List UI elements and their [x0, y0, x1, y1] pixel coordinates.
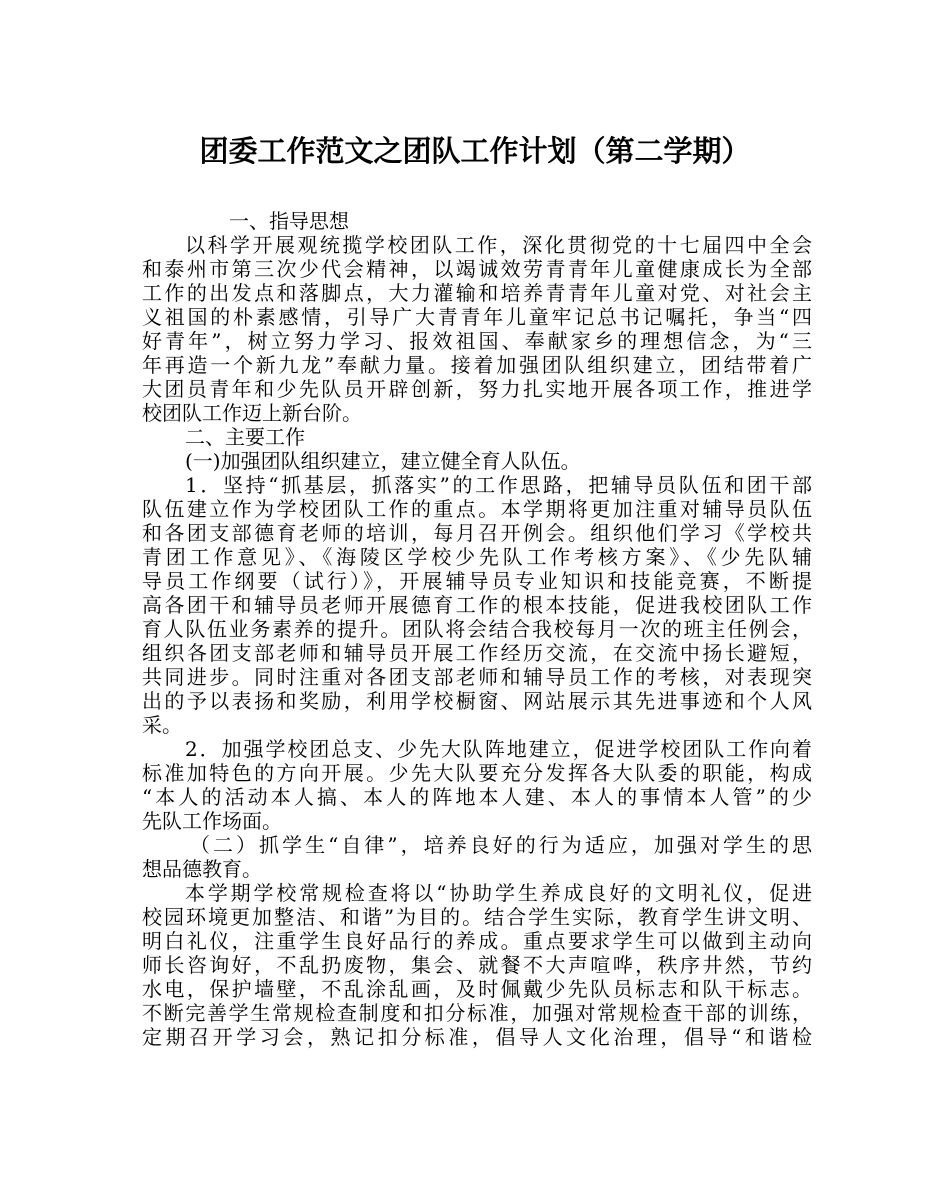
text-line: 队伍建立作为学校团队工作的重点。本学期将更加注重对辅导员队伍 [142, 497, 812, 521]
text-line: 好青年”，树立努力学习、报效祖国、奉献家乡的理想信念，为“三 [142, 329, 812, 353]
text-line: 导员工作纲要（试行）》，开展辅导员专业知识和技能竞赛，不断提 [142, 569, 812, 593]
text-line: 青团工作意见》、《海陵区学校少先队工作考核方案》、《少先队辅 [142, 545, 812, 569]
section-heading: 二、主要工作 [185, 425, 305, 449]
document-body [142, 209, 812, 1049]
subsection-heading: （二）抓学生“自律”，培养良好的行为适应，加强对学生的思 [190, 833, 812, 857]
text-line: 出的予以表扬和奖励，利用学校橱窗、网站展示其先进事迹和个人风 [142, 689, 812, 713]
subsection-heading: (一)加强团队组织建立，建立健全育人队伍。 [185, 449, 581, 473]
text-line: 育人队伍业务素养的提升。团队将会结合我校每月一次的班主任例会， [142, 617, 812, 641]
text-line: 年再造一个新九龙”奉献力量。接着加强团队组织建立，团结带着广 [142, 353, 812, 377]
text-line: 2．加强学校团总支、少先大队阵地建立，促进学校团队工作向着 [185, 737, 812, 761]
text-line: 先队工作场面。 [142, 809, 282, 833]
text-line: 组织各团支部老师和辅导员开展工作经历交流，在交流中扬长避短， [142, 641, 812, 665]
text-line: 和泰州市第三次少代会精神，以竭诚效劳青青年儿童健康成长为全部 [142, 257, 812, 281]
text-line: “本人的活动本人搞、本人的阵地本人建、本人的事情本人管”的少 [142, 785, 812, 809]
text-line: 校园环境更加整洁、和谐”为目的。结合学生实际，教育学生讲文明、 [142, 905, 812, 929]
text-line: 1．坚持“抓基层，抓落实”的工作思路，把辅导员队伍和团干部 [185, 473, 812, 497]
text-line: 不断完善学生常规检查制度和扣分标准，加强对常规检查干部的训练， [142, 1001, 812, 1025]
text-line: 共同进步。同时注重对各团支部老师和辅导员工作的考核，对表现突 [142, 665, 812, 689]
text-line: 工作的出发点和落脚点，大力灌输和培养青青年儿童对党、对社会主 [142, 281, 812, 305]
section-heading: 一、指导思想 [229, 209, 349, 233]
document-title: 团委工作范文之团队工作计划（第二学期） [199, 134, 751, 168]
text-line: 大团员青年和少先队员开辟创新，努力扎实地开展各项工作，推进学 [142, 377, 812, 401]
text-line: 本学期学校常规检查将以“协助学生养成良好的文明礼仪，促进 [185, 881, 812, 905]
subsection-heading: 想品德教育。 [142, 857, 262, 881]
text-line: 标准加特色的方向开展。少先大队要充分发挥各大队委的职能，构成 [142, 761, 812, 785]
text-line: 义祖国的朴素感情，引导广大青青年儿童牢记总书记嘱托，争当“四 [142, 305, 812, 329]
text-line: 师长咨询好，不乱扔废物，集会、就餐不大声喧哗，秩序井然，节约 [142, 953, 812, 977]
text-line: 采。 [142, 713, 182, 737]
text-line: 明白礼仪，注重学生良好品行的养成。重点要求学生可以做到主动向 [142, 929, 812, 953]
text-line: 校团队工作迈上新台阶。 [142, 401, 362, 425]
text-line: 以科学开展观统揽学校团队工作，深化贯彻党的十七届四中全会 [185, 233, 812, 257]
text-line: 水电，保护墙壁，不乱涂乱画，及时佩戴少先队员标志和队干标志。 [142, 977, 812, 1001]
text-line: 高各团干和辅导员老师开展德育工作的根本技能，促进我校团队工作 [142, 593, 812, 617]
text-line: 定期召开学习会，熟记扣分标准，倡导人文化治理，倡导“和谐检 [142, 1025, 812, 1049]
text-line: 和各团支部德育老师的培训，每月召开例会。组织他们学习《学校共 [142, 521, 812, 545]
